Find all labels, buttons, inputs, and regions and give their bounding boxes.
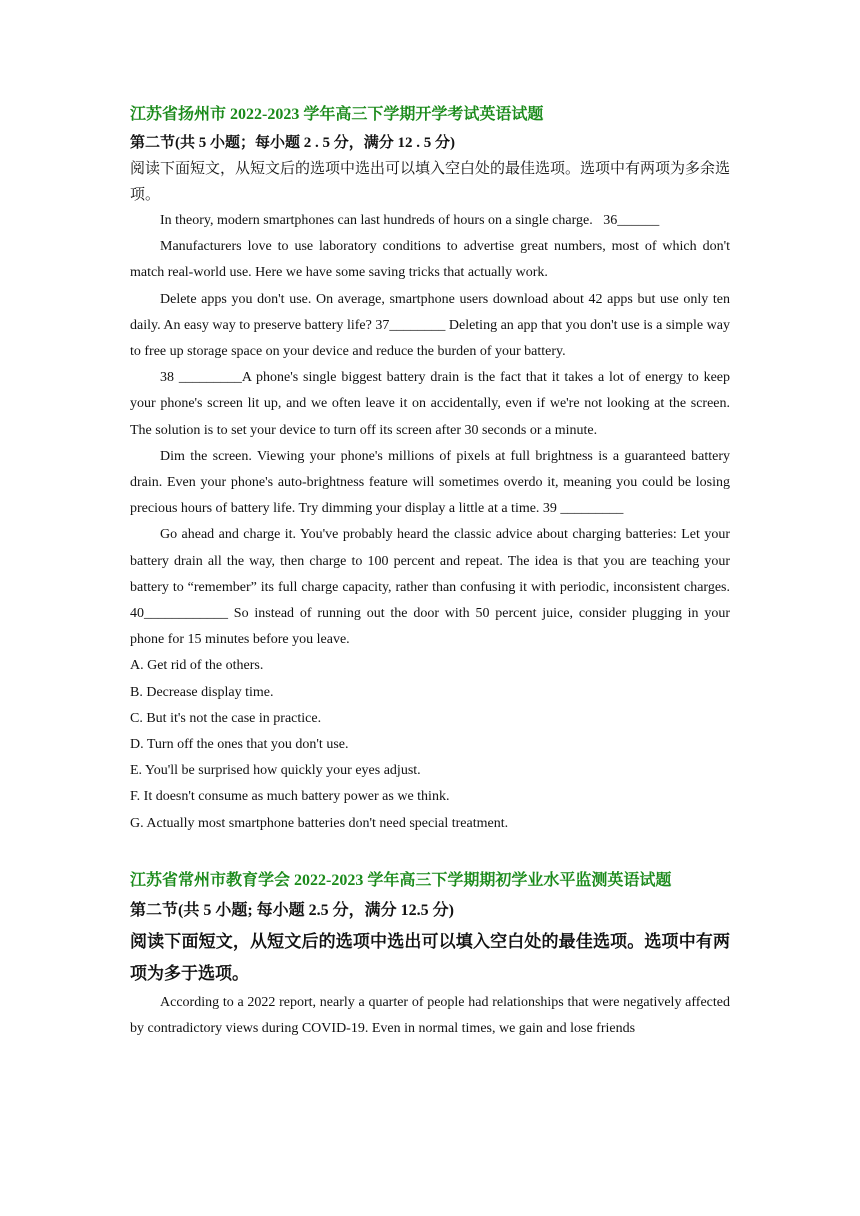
passage-paragraph: Delete apps you don't use. On average, smartphone users download about 42 apps but use only ten daily. An easy way to preserve battery life? 37________ Deleting an app that you don't use is a simple way to free up storage space on your device and reduce the burden of your battery. [130, 291, 730, 360]
option-d: D. Turn off the ones that you don't use. [130, 737, 349, 753]
passage-paragraph: 38 _________A phone's single biggest battery drain is the fact that it takes a lot of energy to keep your phone's screen lit up, and we often leave it on accidentally, even if we're not looking at the screen. The solution is to set your device to turn off its screen after 30 seconds or a minute. [130, 370, 730, 438]
exam-title-changzhou: 江苏省常州市教育学会 2022-2023 学年高三下学期期初学业水平监测英语试题 [130, 871, 672, 889]
passage-paragraph: In theory, modern smartphones can last hundreds of hours on a single charge. 36______ [160, 213, 660, 228]
option-e: E. You'll be surprised how quickly your eyes adjust. [130, 763, 421, 779]
option-c: C. But it's not the case in practice. [130, 710, 322, 726]
passage-paragraph: Go ahead and charge it. You've probably heard the classic advice about charging batteries: Let your battery drain all the way, then charge to 100 percent and repeat. The idea is that you are teaching your battery to “remember” its full charge capacity, rather than confusing it with periodic, inconsistent charges. 40____________ So instead of running out the door with 50 percent juice, consider plugging in your phone for 15 minutes before you leave. [130, 527, 730, 648]
section-heading: 第二节(共 5 小题；每小题 2 . 5 分，满分 12 . 5 分) [130, 135, 455, 151]
section-heading: 第二节(共 5 小题; 每小题 2.5 分，满分 12.5 分) [130, 901, 454, 919]
instructions: 阅读下面短文，从短文后的选项中选出可以填入空白处的最佳选项。选项中有两项为多于选项。 [130, 931, 730, 983]
option-a: A. Get rid of the others. [130, 658, 264, 674]
instructions: 阅读下面短文，从短文后的选项中选出可以填入空白处的最佳选项。选项中有两项为多余选项。 [130, 161, 731, 203]
passage-paragraph: According to a 2022 report, nearly a quarter of people had relationships that were negatively affected by contradictory views during COVID-19. Even in normal times, we gain and lose friends [130, 994, 730, 1037]
option-g: G. Actually most smartphone batteries don't need special treatment. [130, 815, 509, 831]
option-f: F. It doesn't consume as much battery power as we think. [130, 789, 450, 805]
page-content [130, 100, 730, 1042]
passage-paragraph: Dim the screen. Viewing your phone's millions of pixels at full brightness is a guaranteed battery drain. Even your phone's auto-brightness feature will sometimes overdo it, meaning you could be losing precious hours of battery life. Try dimming your display a little at a time. 39 _________ [130, 448, 730, 517]
exam-title-yangzhou: 江苏省扬州市 2022-2023 学年高三下学期开学考试英语试题 [130, 106, 544, 123]
passage-paragraph: Manufacturers love to use laboratory conditions to advertise great numbers, most of which don't match real-world use. Here we have some saving tricks that actually work. [130, 239, 730, 281]
option-b: B. Decrease display time. [130, 684, 274, 700]
